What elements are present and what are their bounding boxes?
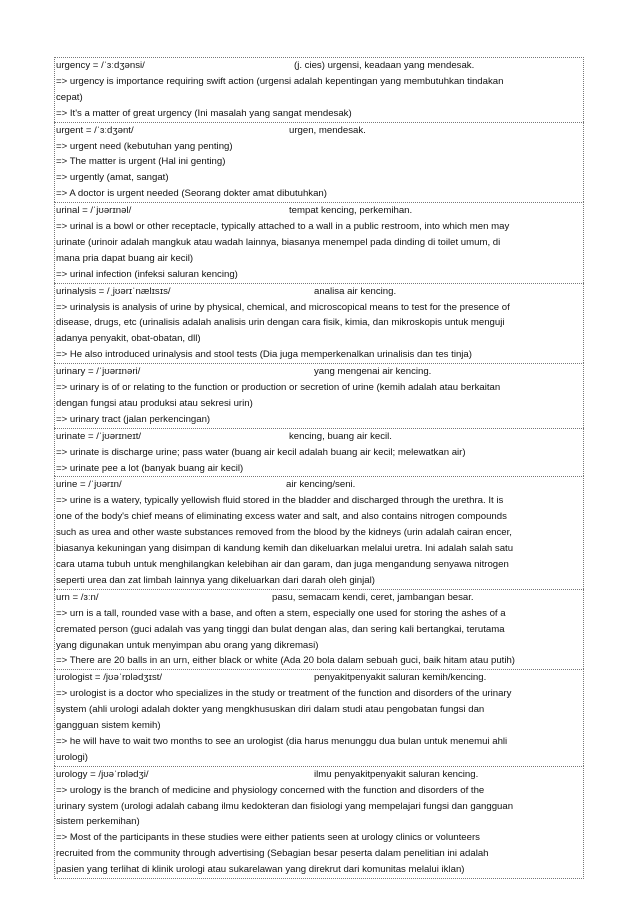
entry-text-line: cepat) — [56, 91, 83, 103]
headword: urgent = /ˈɜːdʒənt/ — [56, 124, 134, 136]
headword-meaning: kencing, buang air kecil. — [289, 430, 392, 442]
entry-text-line: cremated person (guci adalah vas yang tinggi dan bulat dengan alas, dan sering kali bertangkai, terutama — [56, 623, 505, 635]
entry-text-line: urinate (urinoir adalah mangkuk atau wadah lainnya, biasanya menempel pada dinding di toilet umum, di — [56, 236, 501, 248]
dictionary-entry — [54, 202, 584, 283]
entry-text-line: => urinalysis is analysis of urine by physical, chemical, and microscopical means to test for the presence of — [56, 301, 510, 313]
entry-text-line: => urinal infection (infeksi saluran kencing) — [56, 268, 238, 280]
dictionary-document — [54, 57, 584, 879]
entry-text-line: sistem perkemihan) — [56, 816, 140, 828]
entry-text-line: dengan fungsi atau produksi atau sekresi urin) — [56, 397, 253, 409]
entry-headword-row — [56, 284, 582, 300]
headword-meaning: pasu, semacam kendi, ceret, jambangan besar. — [272, 591, 474, 603]
entry-text-line: => urinate pee a lot (banyak buang air kecil) — [56, 462, 244, 474]
headword-meaning: penyakitpenyakit saluran kemih/kencing. — [314, 672, 487, 684]
headword: urn = /ɜːn/ — [56, 591, 99, 603]
headword: urinary = /ˈjʊərɪnəri/ — [56, 366, 141, 378]
entry-text-line: => urn is a tall, rounded vase with a base, and often a stem, especially one used for storing the ashes of a — [56, 607, 506, 619]
headword-meaning: yang mengenai air kencing. — [314, 366, 432, 378]
entry-text-line: => A doctor is urgent needed (Seorang dokter amat dibutuhkan) — [56, 188, 327, 200]
dictionary-entry — [54, 766, 584, 879]
headword: urology = /jʊəˈrɒlədʒi/ — [56, 768, 149, 780]
headword: urine = /ˈjʊərɪn/ — [56, 479, 122, 491]
entry-text-line: urologi) — [56, 751, 88, 763]
entry-text-line: mana pria dapat buang air kecil) — [56, 252, 194, 264]
entry-text-line: urinary system (urologi adalah cabang ilmu kedokteran dan fisiologi yang mempelajari fungsi dan gangguan — [56, 800, 514, 812]
entry-headword-row — [56, 477, 582, 493]
entry-text-line: => He also introduced urinalysis and stool tests (Dia juga memperkenalkan urinalisis dan tes tinja) — [56, 349, 472, 361]
dictionary-entry — [54, 589, 584, 670]
entry-text-line: gangguan sistem kemih) — [56, 720, 161, 732]
entry-headword-row — [56, 590, 582, 606]
entry-text-line: => urgency is importance requiring swift action (urgensi adalah kepentingan yang membutuhkan tindakan — [56, 75, 504, 87]
dictionary-entry — [54, 57, 584, 122]
headword: urologist = /jʊəˈrɒlədʒɪst/ — [56, 672, 163, 684]
dictionary-entry — [54, 669, 584, 765]
entry-text-line: => urinary tract (jalan perkencingan) — [56, 413, 211, 425]
entry-text-line: adanya penyakit, obat-obatan, dll) — [56, 333, 201, 345]
entry-text-line: seperti urea dan zat limbah lainnya yang dikeluarkan dari darah oleh ginjal) — [56, 574, 375, 586]
dictionary-entry — [54, 476, 584, 588]
entry-text-line: cara utama tubuh untuk menghilangkan kelebihan air dan garam, dan juga mengandung senyawa nitrogen — [56, 558, 509, 570]
entry-text-line: => urinate is discharge urine; pass water (buang air kecil adalah buang air kecil; melewatkan air) — [56, 446, 466, 458]
entry-text-line: disease, drugs, etc (urinalisis adalah analisis urin dengan cara fisik, kimia, dan mikroskopis untuk menguji — [56, 317, 505, 329]
entry-headword-row — [56, 58, 582, 74]
entry-text-line: => urine is a watery, typically yellowish fluid stored in the bladder and discharged through the urethra. It is — [56, 495, 504, 507]
dictionary-entry — [54, 122, 584, 203]
dictionary-entry — [54, 283, 584, 364]
entry-text-line: => It's a matter of great urgency (Ini masalah yang sangat mendesak) — [56, 107, 352, 119]
entry-text-line: => Most of the participants in these studies were either patients seen at urology clinics or volunteers — [56, 832, 480, 844]
entry-text-line: => The matter is urgent (Hal ini genting) — [56, 156, 226, 168]
entry-text-line: => urology is the branch of medicine and physiology concerned with the function and disorders of the — [56, 784, 485, 796]
entry-text-line: => urgently (amat, sangat) — [56, 172, 169, 184]
entry-text-line: => urologist is a doctor who specializes in the study or treatment of the function and disorders of the urinary — [56, 688, 512, 700]
entry-headword-row — [56, 429, 582, 445]
dictionary-entry — [54, 363, 584, 428]
entry-text-line: recruited from the community through advertising (Sebagian besar peserta dalam penelitian ini adalah — [56, 848, 489, 860]
entry-text-line: pasien yang terlihat di klinik urologi atau sukarelawan yang direkrut dari komunitas melalui iklan) — [56, 864, 465, 876]
entry-headword-row — [56, 203, 582, 219]
headword-meaning: tempat kencing, perkemihan. — [289, 205, 413, 217]
headword: urinate = /ˈjʊərɪneɪt/ — [56, 430, 142, 442]
dictionary-entry — [54, 428, 584, 477]
headword: urinal = /ˈjʊərɪnəl/ — [56, 205, 132, 217]
headword-meaning: air kencing/seni. — [286, 479, 356, 491]
entry-text-line: => urgent need (kebutuhan yang penting) — [56, 140, 233, 152]
entry-text-line: yang digunakan untuk menyimpan abu orang yang dikremasi) — [56, 639, 319, 651]
headword-meaning: ilmu penyakitpenyakit saluran kencing. — [314, 768, 479, 780]
entry-text-line: => he will have to wait two months to see an urologist (dia harus menunggu dua bulan untuk menemui ahli — [56, 735, 508, 747]
entry-headword-row — [56, 364, 582, 380]
headword-meaning: urgen, mendesak. — [289, 124, 366, 136]
entry-text-line: => urinary is of or relating to the function or production or secretion of urine (kemih adalah atau berkaitan — [56, 382, 501, 394]
entry-text-line: system (ahli urologi adalah dokter yang mengkhususkan diri dalam studi atau pengobatan fungsi dan — [56, 704, 485, 716]
entry-headword-row — [56, 767, 582, 783]
headword-meaning: analisa air kencing. — [314, 285, 397, 297]
entry-text-line: => There are 20 balls in an urn, either black or white (Ada 20 bola dalam sebuah guci, baik hitam atau putih) — [56, 655, 516, 667]
headword-meaning: (j. cies) urgensi, keadaan yang mendesak. — [294, 60, 475, 71]
entry-text-line: one of the body's chief means of eliminating excess water and salt, and also contains nitrogen compounds — [56, 511, 507, 523]
entry-headword-row — [56, 670, 582, 686]
entry-headword-row — [56, 123, 582, 139]
headword: urinalysis = /ˌjʊərɪˈnælɪsɪs/ — [56, 285, 171, 297]
entry-text-line: such as urea and other waste substances removed from the blood by the kidneys (urin adalah cairan encer, — [56, 527, 512, 539]
entry-text-line: biasanya kekuningan yang disimpan di kandung kemih dan dikeluarkan melalui uretra. Ini adalah salah satu — [56, 543, 514, 555]
entry-text-line: => urinal is a bowl or other receptacle, typically attached to a wall in a public restroom, into which men may — [56, 221, 510, 233]
headword: urgency = /ˈɜːdʒənsi/ — [56, 60, 145, 71]
